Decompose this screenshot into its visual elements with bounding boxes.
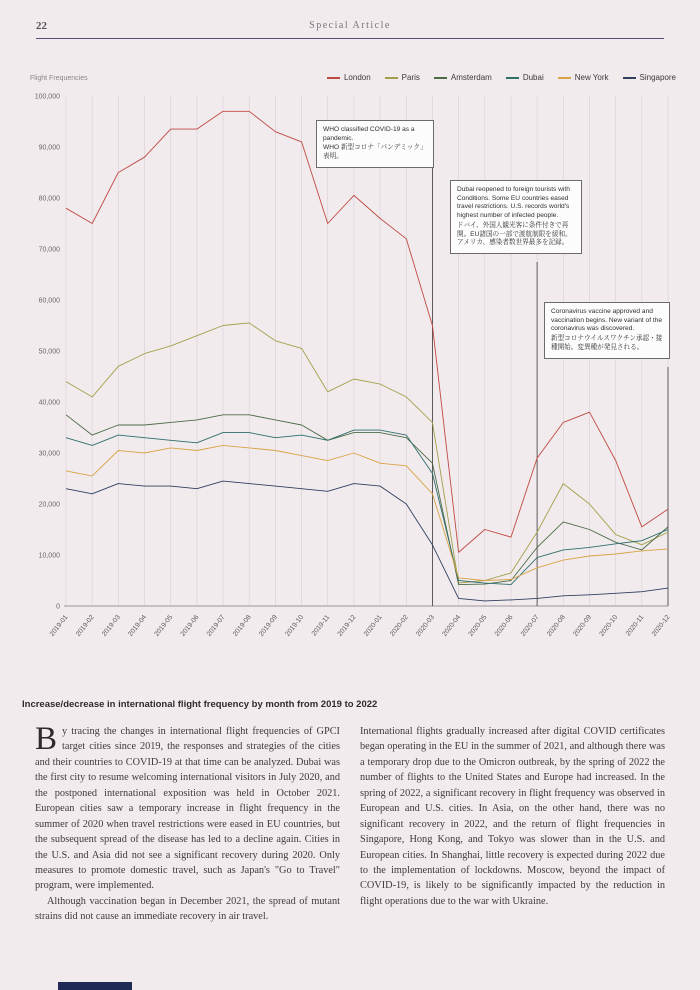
svg-text:2020-12: 2020-12	[650, 613, 672, 638]
svg-text:2020-10: 2020-10	[598, 613, 620, 638]
svg-text:70,000: 70,000	[38, 246, 60, 254]
svg-text:2019-06: 2019-06	[179, 613, 201, 638]
svg-text:2019-07: 2019-07	[205, 613, 227, 638]
svg-text:2019-01: 2019-01	[48, 613, 70, 638]
chart-legend	[327, 73, 676, 82]
legend-item-amsterdam	[434, 73, 492, 82]
legend-color-dash	[385, 77, 398, 79]
figure-caption: Increase/decrease in international flight frequency by month from 2019 to 2022	[22, 699, 378, 710]
paragraph-text: y tracing the changes in international flight frequencies of GPCI target cities since 2019, the responses and strategies of the cities and their countries to COVID-19 at that time can be analyzed. Dubai was the first city to resume welcoming international visitors in July 2020, and the postponed international exposition was held in October 2021. European cities saw a temporary increase in flight frequency in the summer of 2020 when travel restrictions were eased in EU countries, but the subsequent spread of the disease has led to a decline again. Cities in the U.S. and Asia did not see a significant recovery during 2020. Only measures to promote domestic travel, such as Japan's "Go to Travel" program, were implemented.	[35, 726, 340, 892]
page-header	[36, 20, 664, 39]
legend-label: Dubai	[522, 73, 544, 82]
article-right-column	[360, 724, 665, 925]
header-title: Special Article	[309, 20, 391, 31]
annotation-text-en: Coronavirus vaccine approved and vaccination begins. New variant of the coronavirus was discovered.	[551, 308, 663, 333]
annotation-box-dubai-reopen	[450, 180, 582, 254]
annotation-text-en: WHO classified COVID-19 as a pandemic.	[323, 126, 415, 142]
article-body	[35, 721, 665, 925]
paragraph	[35, 721, 340, 894]
legend-label: Paris	[401, 73, 420, 82]
svg-text:2019-08: 2019-08	[231, 613, 253, 638]
paragraph: Although vaccination began in December 2021, the spread of mutant strains did not cause an immediate recovery in air travel.	[35, 895, 340, 923]
svg-text:2019-09: 2019-09	[258, 613, 279, 638]
legend-color-dash	[434, 77, 447, 79]
svg-text:2019-04: 2019-04	[127, 613, 149, 638]
svg-text:100,000: 100,000	[34, 93, 60, 101]
legend-item-dubai	[506, 73, 544, 82]
svg-text:2020-09: 2020-09	[572, 613, 594, 638]
legend-item-paris	[385, 73, 420, 82]
svg-text:2020-07: 2020-07	[519, 613, 541, 638]
legend-color-dash	[623, 77, 636, 79]
svg-text:80,000: 80,000	[38, 195, 60, 203]
annotation-text-en: Dubai reopened to foreign tourists with Conditions. Some EU countries eased travel restrictions. U.S. records world's highest number of infected people.	[457, 186, 570, 220]
svg-text:2020-11: 2020-11	[624, 613, 646, 638]
flight-frequency-chart	[20, 84, 680, 684]
flight-frequency-figure	[20, 73, 680, 689]
svg-text:90,000: 90,000	[38, 144, 60, 152]
legend-color-dash	[506, 77, 519, 79]
legend-label: Amsterdam	[450, 73, 492, 82]
figure-top-row	[20, 73, 680, 84]
svg-text:2019-03: 2019-03	[100, 613, 122, 638]
svg-text:2020-04: 2020-04	[441, 613, 463, 638]
svg-text:2020-01: 2020-01	[362, 613, 384, 638]
annotation-box-pandemic	[316, 120, 434, 168]
svg-text:10,000: 10,000	[38, 552, 60, 560]
annotation-text-ja: WHO 新型コロナ「パンデミック」表明。	[323, 144, 427, 161]
legend-color-dash	[558, 77, 571, 79]
svg-text:2019-12: 2019-12	[336, 613, 358, 638]
y-axis-title: Flight Frequencies	[30, 75, 88, 82]
footer-accent-bar	[58, 982, 132, 990]
svg-text:2020-08: 2020-08	[545, 613, 567, 638]
svg-text:2020-03: 2020-03	[415, 613, 436, 638]
annotation-box-vaccine	[544, 302, 670, 359]
legend-item-new-york	[558, 73, 609, 82]
svg-text:60,000: 60,000	[38, 297, 60, 305]
legend-color-dash	[327, 77, 340, 79]
svg-text:2019-02: 2019-02	[74, 613, 96, 638]
svg-text:20,000: 20,000	[38, 501, 60, 509]
svg-text:30,000: 30,000	[38, 450, 60, 458]
legend-label: Singapore	[639, 73, 676, 82]
svg-text:2020-05: 2020-05	[467, 613, 489, 638]
legend-item-singapore	[623, 73, 676, 82]
annotation-text-ja: ドバイ、外国人観光客に条件付きで再開。EU諸国の一部で渡航制限を緩和。アメリカ、感染者数世界最多を記録。	[457, 221, 572, 247]
svg-text:50,000: 50,000	[38, 348, 60, 356]
svg-text:2020-06: 2020-06	[493, 613, 515, 638]
drop-cap: B	[35, 721, 58, 757]
annotation-text-ja: 新型コロナウイルスワクチン承認・接種開始。変異種が発見される。	[551, 335, 663, 351]
legend-label: London	[343, 73, 371, 82]
svg-text:40,000: 40,000	[38, 399, 60, 407]
chart-wrap	[20, 84, 680, 689]
legend-label: New York	[574, 73, 609, 82]
article-left-column	[35, 721, 340, 925]
paragraph: International flights gradually increased after digital COVID certificates began operating in the EU in the summer of 2021, and although there was a temporary drop due to the Omicron outbreak, by the spring of 2022 the number of flights to the United States and Europe had increased. In the spring of 2022, a significant recovery in flight frequency was observed in European and U.S. cities. In Asia, on the other hand, there was no significant recovery in 2022, and the return of flight frequencies in Singapore, Hong Kong, and Tokyo was slower than in the U.S. and European cities. In Shanghai, little recovery is expected during 2022 due to the implementation of lockdowns. Moscow, beyond the impact of COVID-19, is likely to be significantly impacted by the reduction in flight operations due to the war with Ukraine.	[360, 726, 665, 907]
svg-text:2019-10: 2019-10	[284, 613, 306, 638]
legend-item-london	[327, 73, 371, 82]
svg-text:2019-05: 2019-05	[153, 613, 175, 638]
svg-text:2019-11: 2019-11	[310, 613, 332, 638]
page-number: 22	[36, 20, 47, 32]
svg-text:0: 0	[56, 603, 60, 611]
svg-text:2020-02: 2020-02	[388, 613, 410, 638]
